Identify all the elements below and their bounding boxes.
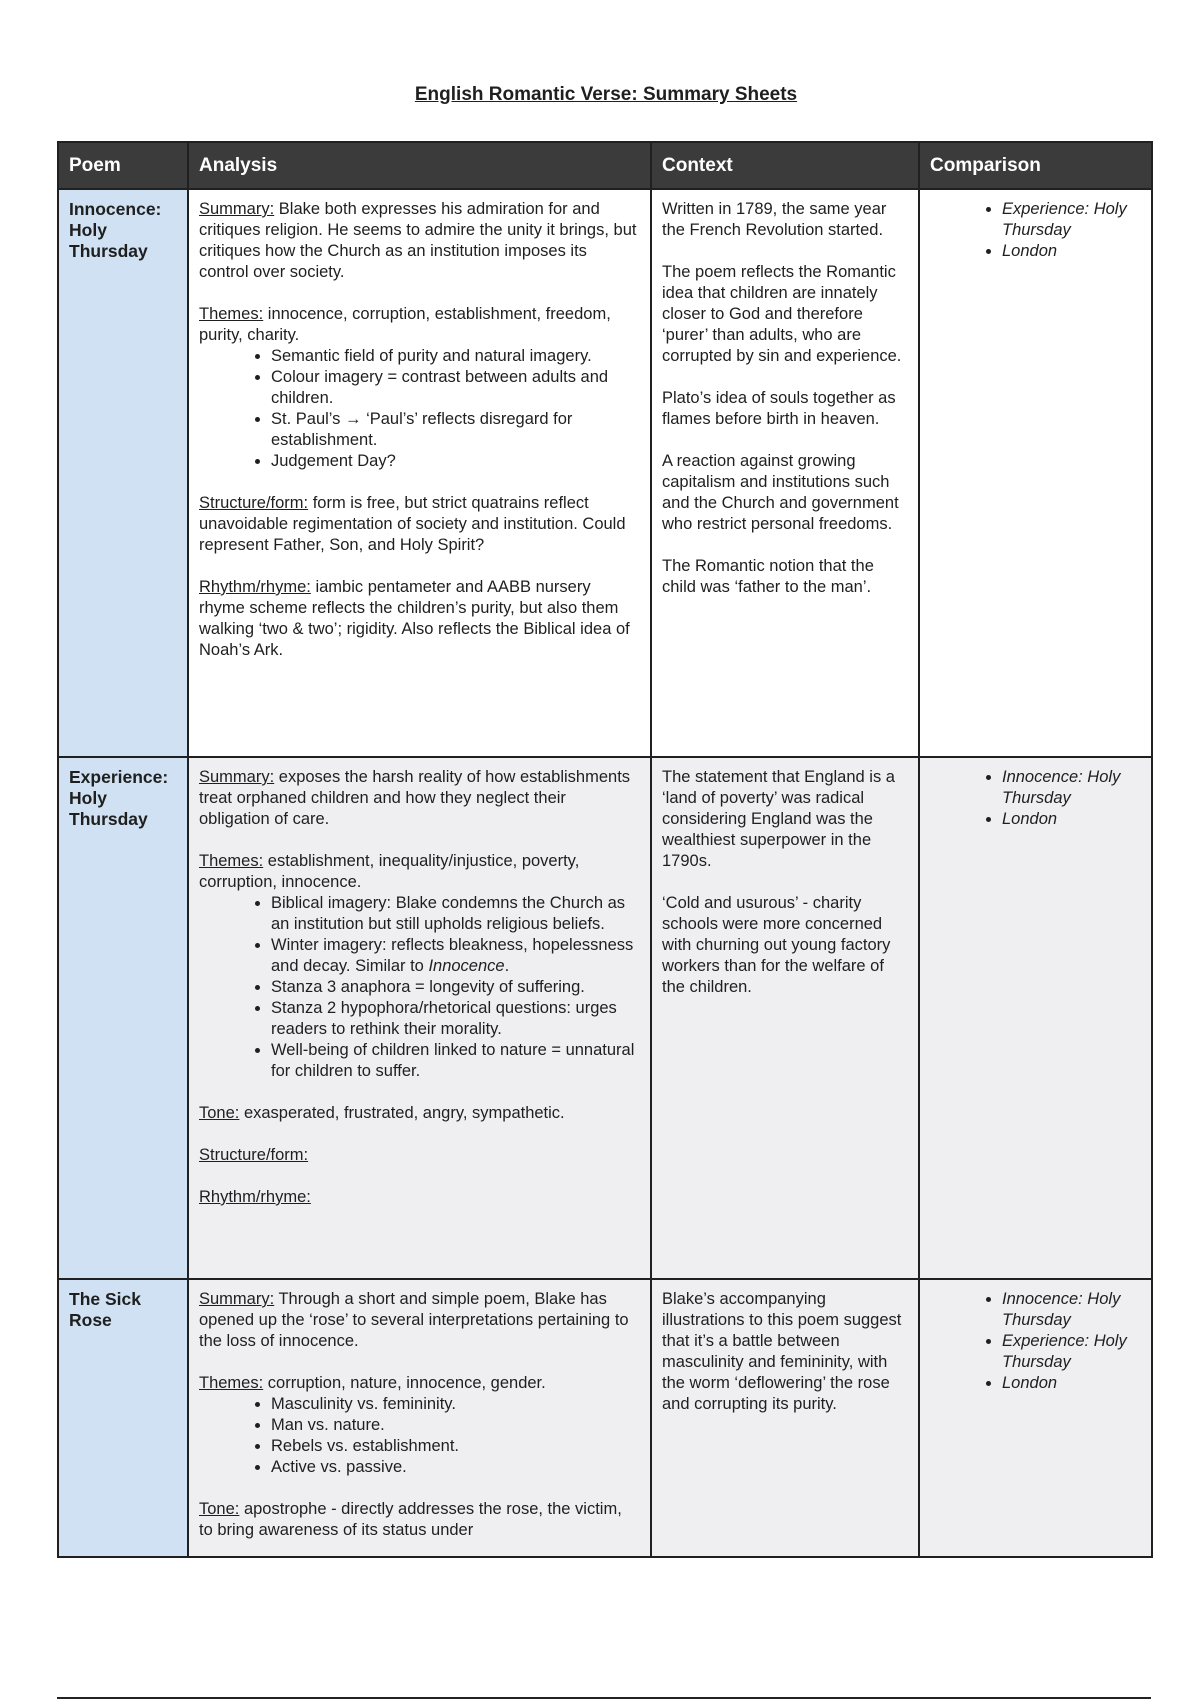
tone-label: Tone: [199,1500,240,1518]
themes-paragraph [199,304,640,346]
list-item: • Well-being of children linked to nature = unnatural for children to suffer. [271,1040,640,1082]
themes-bullet-list [199,893,640,1082]
header-context: Context [651,142,919,189]
themes-bullet-list [199,346,640,472]
themes-label: Themes: [199,1374,264,1392]
list-item: • Judgement Day? [271,451,640,472]
list-item: • Stanza 3 anaphora = longevity of suffering. [271,977,640,998]
summary-text: Blake both expresses his admiration for and critiques religion. He seems to admire the unity it brings, but critiques how the Church as an institution imposes its control over society. [199,200,637,281]
themes-text: innocence, corruption, establishment, freedom, purity, charity. [199,305,611,344]
context-paragraph: ‘Cold and usurous’ - charity schools were more concerned with churning out young factory workers than for the welfare of the children. [662,894,891,996]
themes-text: corruption, nature, innocence, gender. [263,1374,546,1392]
list-item: • London [1002,1373,1141,1394]
context-paragraph: Blake’s accompanying illustrations to this poem suggest that it’s a battle between masculinity and femininity, with the worm ‘deflowering’ the rose and corrupting its purity. [662,1290,902,1413]
structure-label: Structure/form: [199,494,309,512]
summary-label: Summary: [199,768,275,786]
list-item: • Rebels vs. establishment. [271,1436,640,1457]
table-row [58,189,1152,757]
list-item: • Man vs. nature. [271,1415,640,1436]
comparison-list [930,1289,1141,1394]
header-row [58,142,1152,189]
list-item: • Active vs. passive. [271,1457,640,1478]
list-item: • Stanza 2 hypophora/rhetorical questions: urges readers to rethink their morality. [271,998,640,1040]
header-analysis: Analysis [188,142,651,189]
list-item: • Masculinity vs. femininity. [271,1394,640,1415]
summary-text: exposes the harsh reality of how establishments treat orphaned children and how they neglect their obligation of care. [199,768,631,828]
rhythm-paragraph [199,577,640,661]
summary-table [57,141,1153,1558]
list-item: • Biblical imagery: Blake condemns the Church as an institution but still upholds religious beliefs. [271,893,640,935]
comparison-cell [919,189,1152,757]
poem-title: Experience: Holy Thursday [58,757,188,1279]
list-item: • Innocence: Holy Thursday [1002,1289,1141,1331]
list-item: • St. Paul’s → ‘Paul’s’ reflects disregard for establishment. [271,409,640,451]
context-paragraph: The Romantic notion that the child was ‘father to the man’. [662,557,874,596]
themes-label: Themes: [199,852,264,870]
table-row [58,757,1152,1279]
list-item-text: Winter imagery: reflects bleakness, hopelessness and decay. Similar to [271,936,634,975]
tone-label: Tone: [199,1104,240,1122]
header-poem: Poem [58,142,188,189]
context-cell [651,757,919,1279]
summary-paragraph [199,199,640,283]
summary-text: Through a short and simple poem, Blake has opened up the ‘rose’ to several interpretations pertaining to the loss of innocence. [199,1290,629,1350]
summary-paragraph [199,1289,640,1352]
list-item [271,935,640,977]
list-item: • Experience: Holy Thursday [1002,1331,1141,1373]
context-cell [651,1279,919,1557]
list-item-emphasis: Innocence [428,957,505,975]
context-paragraph: The statement that England is a ‘land of poverty’ was radical considering England was the wealthiest superpower in the 1790s. [662,768,895,870]
comparison-cell [919,1279,1152,1557]
poem-title: The Sick Rose [58,1279,188,1557]
structure-paragraph [199,493,640,556]
page-title: English Romantic Verse: Summary Sheets [414,84,798,105]
list-item: • London [1002,809,1141,830]
tone-paragraph [199,1499,640,1541]
rhythm-paragraph [199,1187,640,1208]
tone-text: apostrophe - directly addresses the rose, the victim, to bring awareness of its status under [199,1500,622,1539]
themes-text: establishment, inequality/injustice, poverty, corruption, innocence. [199,852,580,891]
context-paragraph: Written in 1789, the same year the French Revolution started. [662,200,887,239]
analysis-cell [188,757,651,1279]
analysis-cell [188,189,651,757]
themes-bullet-list [199,1394,640,1478]
comparison-cell [919,757,1152,1279]
comparison-list [930,199,1141,262]
themes-paragraph [199,1373,640,1394]
context-paragraph: The poem reflects the Romantic idea that children are innately closer to God and therefore ‘purer’ than adults, who are corrupted by sin and experience. [662,263,902,365]
structure-label: Structure/form: [199,1146,309,1164]
summary-paragraph [199,767,640,830]
summary-label: Summary: [199,1290,275,1308]
header-comparison: Comparison [919,142,1152,189]
summary-label: Summary: [199,200,275,218]
table-row [58,1279,1152,1557]
list-item: • Innocence: Holy Thursday [1002,767,1141,809]
rhythm-label: Rhythm/rhyme: [199,578,311,596]
list-item: • Experience: Holy Thursday [1002,199,1141,241]
structure-paragraph [199,1145,640,1166]
comparison-list [930,767,1141,830]
themes-paragraph [199,851,640,893]
tone-text: exasperated, frustrated, angry, sympathetic. [239,1104,565,1122]
poem-title: Innocence: Holy Thursday [58,189,188,757]
themes-label: Themes: [199,305,264,323]
list-item: • London [1002,241,1141,262]
rhythm-label: Rhythm/rhyme: [199,1188,311,1206]
tone-paragraph [199,1103,640,1124]
rhythm-text: iambic pentameter and AABB nursery rhyme scheme reflects the children’s purity, but also them walking ‘two & two’; rigidity. Also reflects the Biblical idea of Noah’s Ark. [199,578,630,659]
context-paragraph: A reaction against growing capitalism and institutions such and the Church and government who restrict personal freedoms. [662,452,899,533]
list-item: • Colour imagery = contrast between adults and children. [271,367,640,409]
list-item: • Semantic field of purity and natural imagery. [271,346,640,367]
context-cell [651,189,919,757]
page-bottom-rule [57,1697,1151,1699]
analysis-cell [188,1279,651,1557]
list-item-end: . [504,957,510,975]
context-paragraph: Plato’s idea of souls together as flames before birth in heaven. [662,389,896,428]
structure-text: form is free, but strict quatrains reflect unavoidable regimentation of society and institution. Could represent Father, Son, and Holy Spirit? [199,494,626,554]
